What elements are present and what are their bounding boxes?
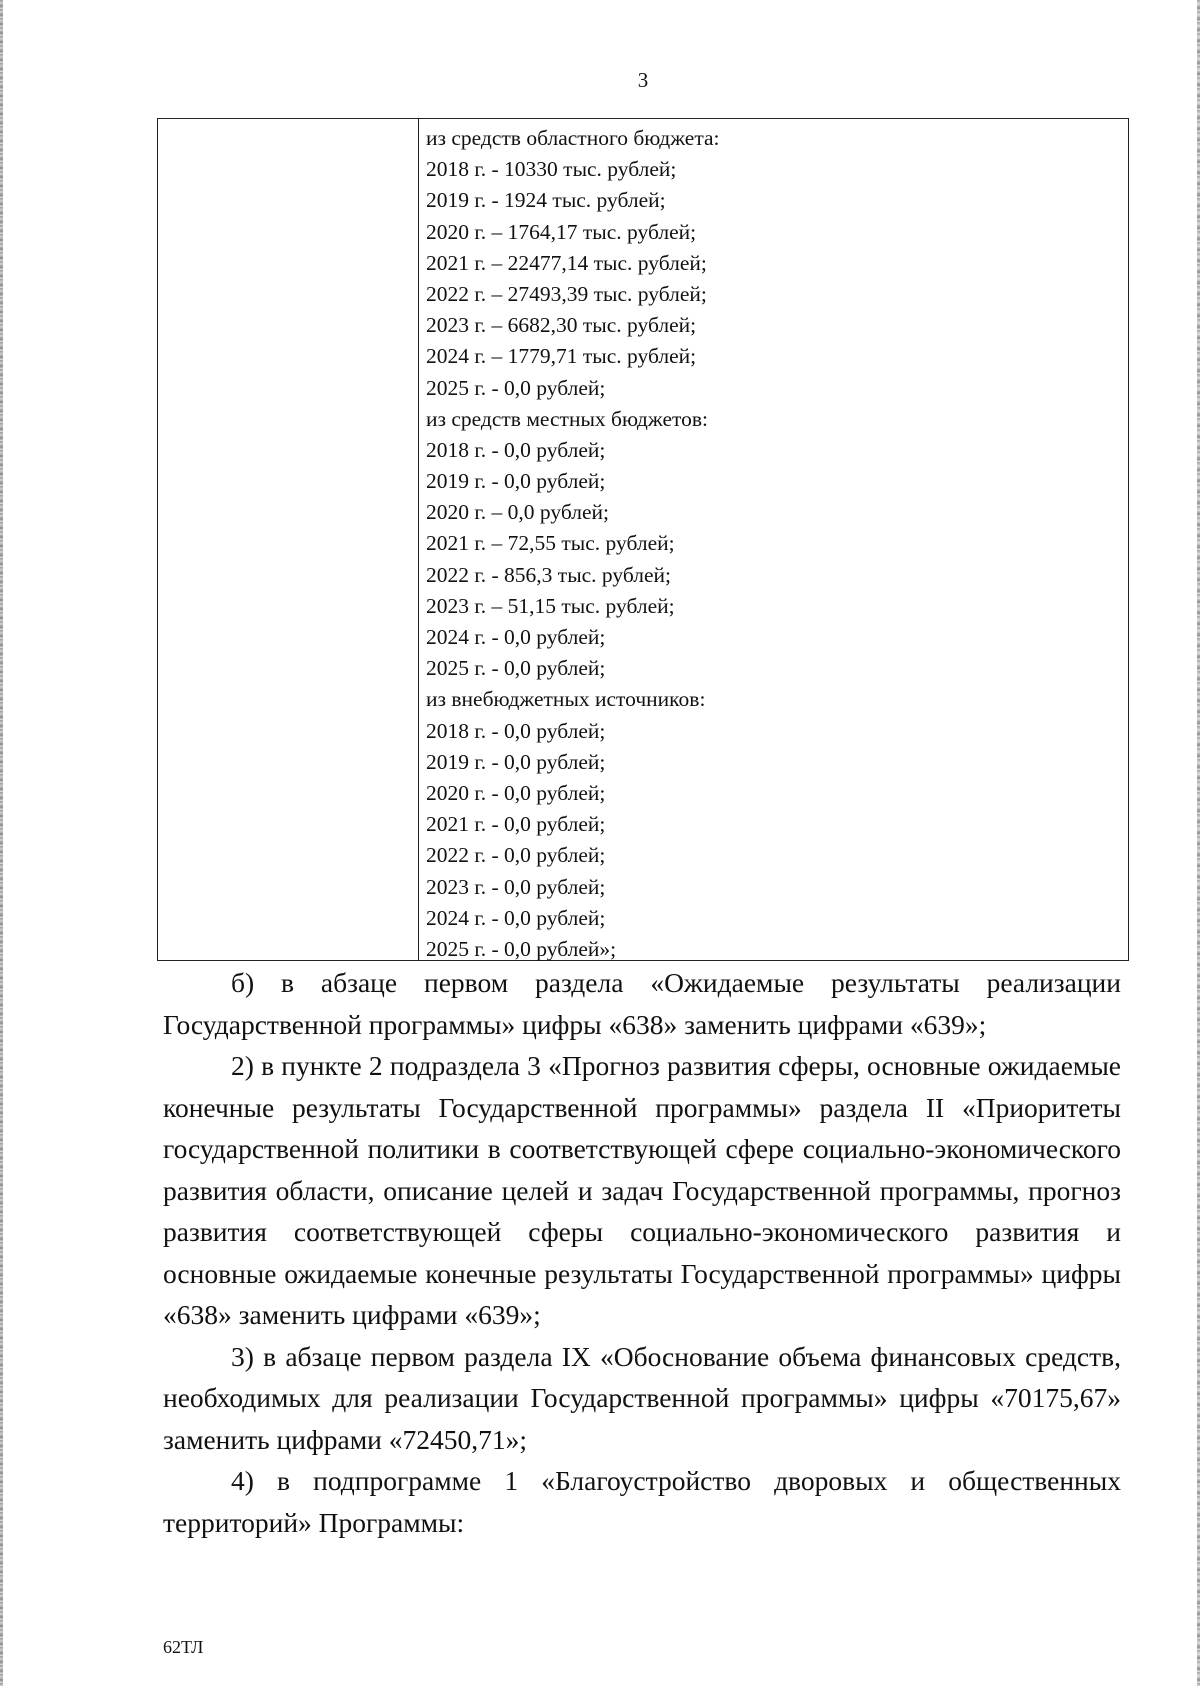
paragraph-b: б) в абзаце первом раздела «Ожидаемые результаты реализации Государственной программы» цифры «638» заменить цифрами «639»; (163, 967, 1121, 1040)
funding-line: 2021 г. – 72,55 тыс. рублей; (426, 531, 675, 556)
funding-table (157, 118, 1129, 961)
funding-line: 2023 г. - 0,0 рублей; (426, 874, 606, 899)
paragraph-2: 2) в пункте 2 подраздела 3 «Прогноз развития сферы, основные ожидаемые конечные результаты Государственной программы» раздела II «Приоритеты государственной политики в соответствующей сфере социально-экономического развития области, описание целей и задач Государственной программы, прогноз развития соответствующей сферы социально-экономического развития и основные ожидаемые конечные результаты Государственной программы» цифры «638» заменить цифрами «639»; (163, 1050, 1121, 1330)
funding-line: 2025 г. - 0,0 рублей»; (426, 936, 617, 961)
funding-line: 2022 г. - 856,3 тыс. рублей; (426, 562, 672, 587)
scan-edge-left (0, 0, 3, 1686)
funding-line: 2022 г. – 27493,39 тыс. рублей; (426, 281, 707, 306)
funding-line: 2019 г. - 0,0 рублей; (426, 749, 606, 774)
funding-heading-local: из средств местных бюджетов: (426, 406, 708, 431)
page-number: 3 (637, 68, 649, 92)
funding-line: 2020 г. – 0,0 рублей; (426, 500, 609, 525)
funding-line: 2023 г. – 51,15 тыс. рублей; (426, 593, 675, 618)
funding-lines-list (426, 123, 1116, 965)
funding-table-left-cell (158, 119, 419, 960)
funding-line: 2025 г. - 0,0 рублей; (426, 656, 606, 681)
amendment-text (163, 962, 1121, 1543)
funding-line: 2018 г. - 0,0 рублей; (426, 718, 606, 743)
funding-line: 2023 г. – 6682,30 тыс. рублей; (426, 313, 697, 338)
funding-heading-regional: из средств областного бюджета: (426, 126, 720, 150)
paragraph-3: 3) в абзаце первом раздела IX «Обоснование объема финансовых средств, необходимых для реализации Государственной программы» цифры «70175,67» заменить цифрами «72450,71»; (163, 1340, 1121, 1455)
funding-line: 2018 г. - 10330 тыс. рублей; (426, 157, 677, 182)
funding-line: 2018 г. - 0,0 рублей; (426, 437, 606, 462)
funding-line: 2019 г. - 0,0 рублей; (426, 469, 606, 494)
funding-line: 2024 г. - 0,0 рублей; (426, 625, 606, 649)
funding-line: 2020 г. – 1764,17 тыс. рублей; (426, 219, 697, 244)
funding-line: 2025 г. - 0,0 рублей; (426, 375, 606, 400)
funding-line: 2022 г. - 0,0 рублей; (426, 843, 606, 868)
funding-line: 2021 г. - 0,0 рублей; (426, 812, 606, 837)
funding-line: 2024 г. - 0,0 рублей; (426, 905, 606, 930)
funding-line: 2021 г. – 22477,14 тыс. рублей; (426, 250, 707, 275)
footer-code: 62ТЛ (163, 1637, 204, 1657)
funding-line: 2020 г. - 0,0 рублей; (426, 780, 606, 805)
funding-heading-extrabudgetary: из внебюджетных источников: (426, 687, 706, 712)
funding-line: 2019 г. - 1924 тыс. рублей; (426, 188, 666, 213)
paragraph-4: 4) в подпрограмме 1 «Благоустройство дворовых и общественных территорий» Программы: (163, 1465, 1121, 1538)
funding-line: 2024 г. – 1779,71 тыс. рублей; (426, 344, 697, 369)
